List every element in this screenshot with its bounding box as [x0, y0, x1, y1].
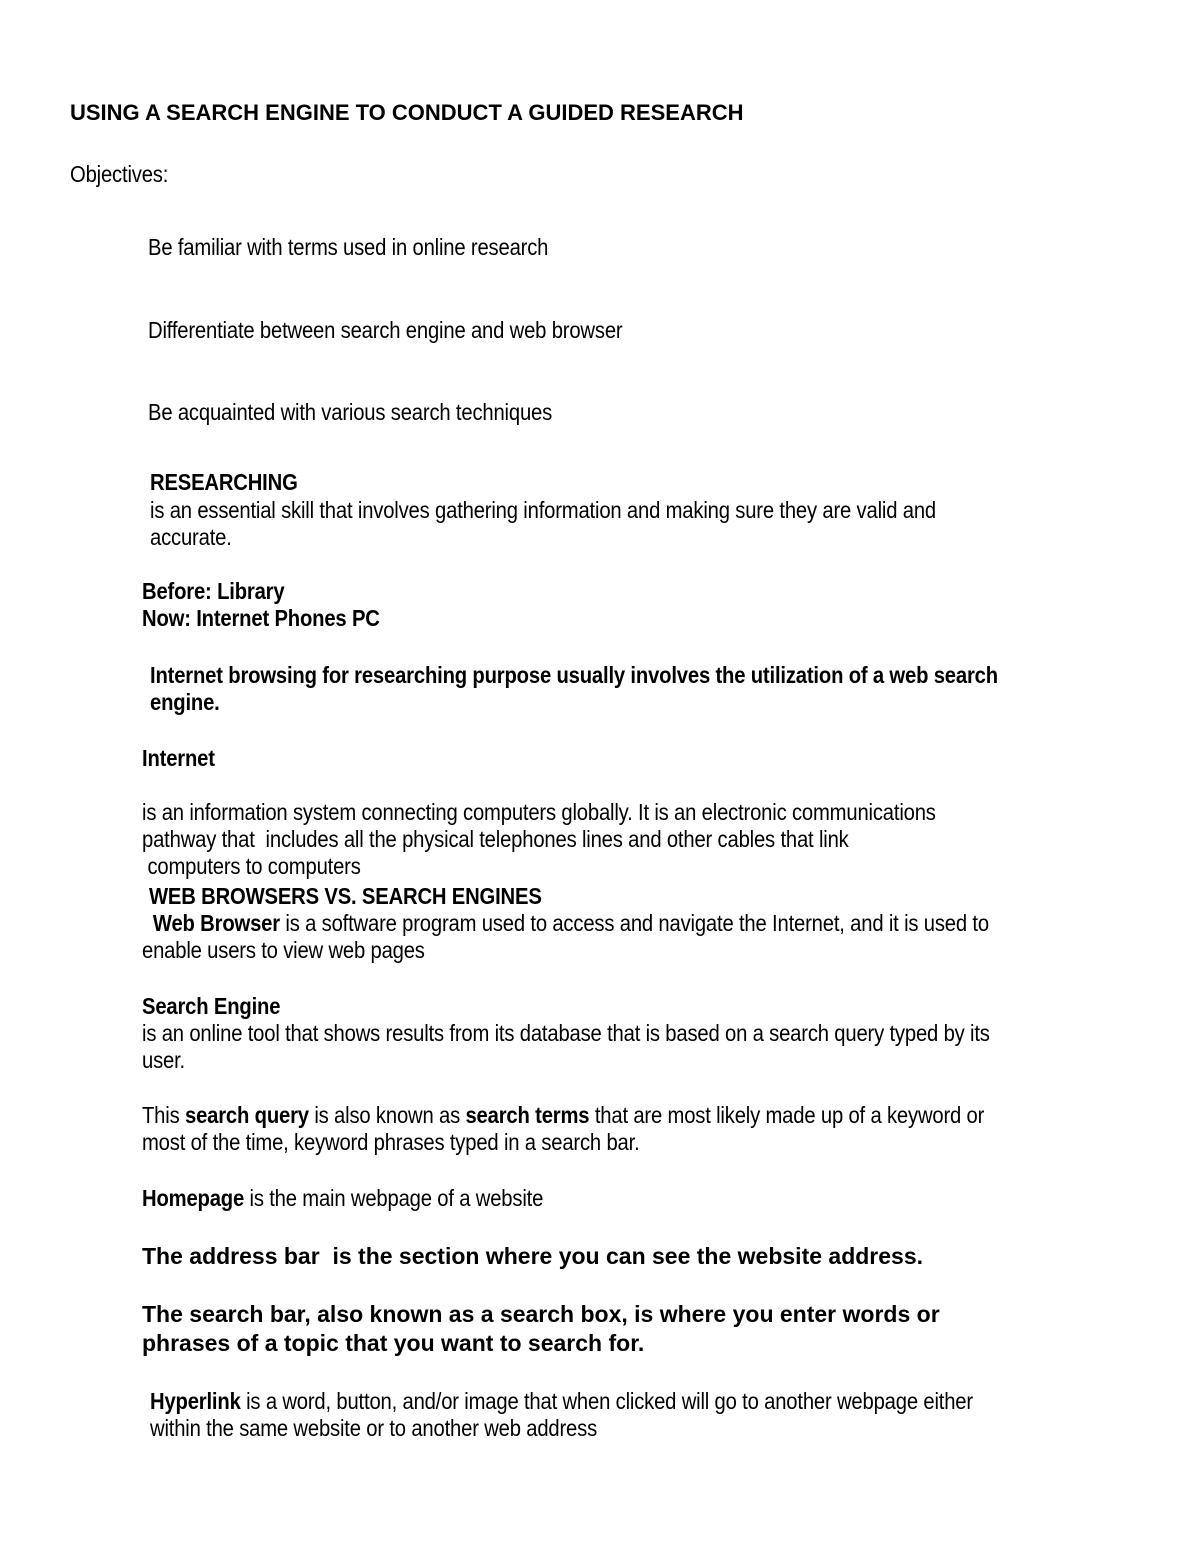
- search-bar-definition: [142, 1300, 940, 1358]
- search-bar-line-2: phrases of a topic that you want to search for.: [142, 1330, 645, 1356]
- hyperlink-rest: is a word, button, and/or image that when clicked will go to another webpage either: [240, 1388, 973, 1414]
- web-browser-line-1-rest: is a software program used to access and navigate the Internet, and it is used to: [279, 910, 989, 936]
- search-query-paragraph: [142, 1102, 984, 1156]
- hyperlink-definition: [150, 1388, 973, 1442]
- objectives-label: Objectives:: [70, 161, 169, 187]
- objective-item-1: Be familiar with terms used in online research: [148, 234, 549, 260]
- objective-item-3: Be acquainted with various search techniques: [148, 399, 553, 425]
- search-query-term: search query: [184, 1102, 309, 1128]
- web-browser-line-2: enable users to view web pages: [142, 937, 425, 963]
- address-bar-rest: is the section where you can see the website address.: [319, 1243, 924, 1269]
- search-bar-mid: also known as a: [310, 1301, 500, 1327]
- internet-line-3: computers to computers: [142, 853, 361, 879]
- web-browser-term: Web Browser: [152, 910, 280, 936]
- address-bar-term: The address bar: [142, 1243, 320, 1269]
- internet-definition: [142, 772, 936, 880]
- search-engine-definition: [142, 1020, 990, 1074]
- homepage-term: Homepage: [142, 1185, 245, 1211]
- objective-item-2: Differentiate between search engine and web browser: [148, 317, 623, 343]
- web-browser-definition: [142, 910, 989, 964]
- search-engine-line-2: user.: [142, 1047, 186, 1073]
- homepage-definition: [142, 1185, 543, 1212]
- search-query-pre: This: [142, 1102, 185, 1128]
- internet-browsing-line-2: engine.: [150, 689, 220, 715]
- search-query-line-2: most of the time, keyword phrases typed in a search bar.: [142, 1129, 640, 1155]
- internet-line-2: pathway that includes all the physical telephones lines and other cables that link: [142, 826, 849, 852]
- search-engine-line-1: is an online tool that shows results from its database that is based on a search query typed by its: [142, 1020, 990, 1046]
- internet-line-1: is an information system connecting computers globally. It is an electronic communications: [142, 799, 936, 825]
- hyperlink-line-2: within the same website or to another web address: [150, 1415, 598, 1441]
- search-query-mid: is also known as: [308, 1102, 466, 1128]
- search-bar-post: , is where you enter words or: [621, 1301, 940, 1327]
- researching-line-2: accurate.: [150, 524, 232, 550]
- page-title: USING A SEARCH ENGINE TO CONDUCT A GUIDED RESEARCH: [70, 100, 744, 125]
- homepage-rest: is the main webpage of a website: [244, 1185, 544, 1211]
- search-bar-term: The search bar,: [142, 1301, 311, 1327]
- now-line: Now: Internet Phones PC: [142, 605, 380, 631]
- internet-browsing-paragraph: [150, 662, 998, 716]
- web-vs-search-heading: WEB BROWSERS VS. SEARCH ENGINES: [149, 883, 542, 909]
- researching-line-1: is an essential skill that involves gathering information and making sure they are valid and: [150, 497, 936, 523]
- researching-definition: [150, 497, 936, 551]
- researching-heading: RESEARCHING: [150, 469, 298, 495]
- search-engine-heading: Search Engine: [142, 993, 281, 1019]
- address-bar-definition: [142, 1242, 923, 1271]
- search-box-term: search box: [499, 1301, 622, 1327]
- before-line: Before: Library: [142, 578, 285, 604]
- hyperlink-term: Hyperlink: [150, 1388, 241, 1414]
- search-query-post: that are most likely made up of a keyword or: [589, 1102, 985, 1128]
- internet-browsing-line-1: Internet browsing for researching purpose usually involves the utilization of a web search: [150, 662, 998, 688]
- internet-heading: Internet: [142, 745, 215, 771]
- search-terms-term: search terms: [465, 1102, 590, 1128]
